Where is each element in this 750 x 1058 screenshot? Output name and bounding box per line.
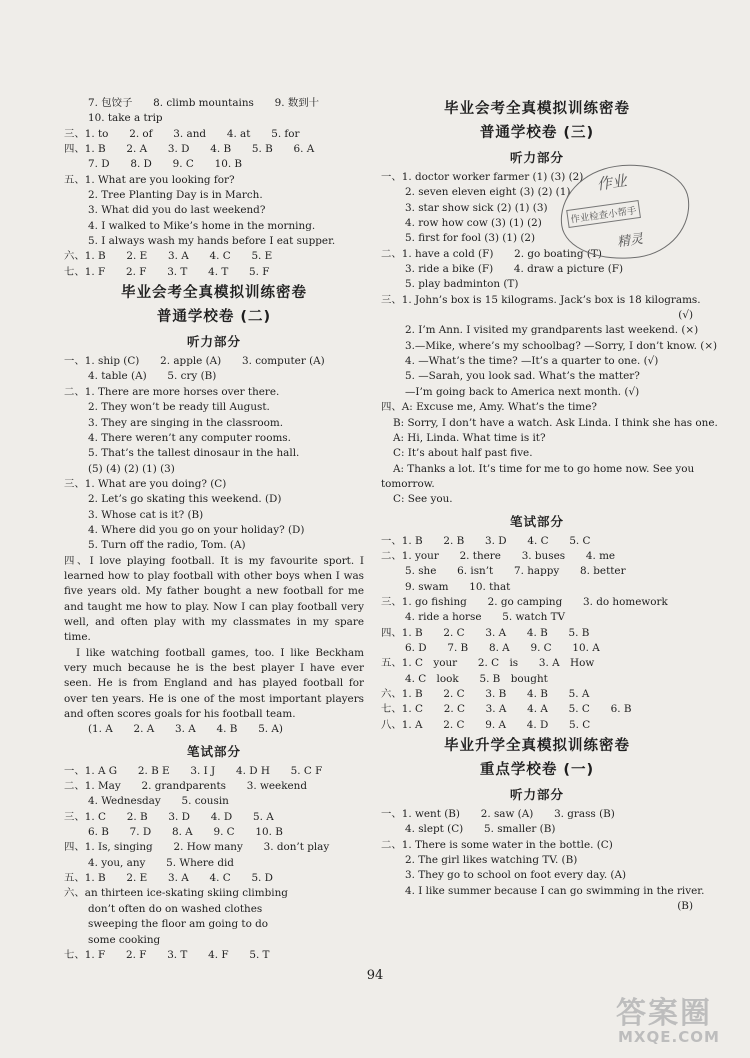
section-heading-listening: 听力部分 xyxy=(509,787,564,803)
answer-line: 四、1. B 2. A 3. D 4. B 5. B 6. A xyxy=(64,143,315,156)
stamp-text: 作业检查小帮手 xyxy=(566,200,640,228)
answer-line: 一、1. B 2. B 3. D 4. C 5. C xyxy=(381,534,591,547)
answer-line: 二、1. There are more horses over there. xyxy=(64,385,280,398)
answer-line: (1. A 2. A 3. A 4. B 5. A) xyxy=(88,723,283,736)
answer-line: 五、1. What are you looking for? xyxy=(64,173,235,186)
answer-line: 三、1. to 2. of 3. and 4. at 5. for xyxy=(64,127,300,140)
answer-line: 4. slept (C) 5. smaller (B) xyxy=(405,823,556,836)
exam-title: 毕业升学全真模拟训练密卷 xyxy=(444,738,630,755)
answer-line: 5. Turn off the radio, Tom. (A) xyxy=(88,539,246,552)
answer-line: —I’m going back to America next month. (√) xyxy=(405,385,640,398)
watermark-text: 答案圈 xyxy=(616,996,712,1031)
section-heading-written: 笔试部分 xyxy=(509,513,564,529)
answer-line: 5. she 6. isn’t 7. happy 8. better xyxy=(405,565,626,578)
left-column xyxy=(64,96,364,963)
answer-line: 5. That’s the tallest dinosaur in the hall. xyxy=(88,447,300,460)
answer-line: 三、1. go fishing 2. go camping 3. do homework xyxy=(381,595,668,608)
answer-line: 3. ride a bike (F) 4. draw a picture (F) xyxy=(405,263,624,276)
answer-line: 五、1. B 2. E 3. A 4. C 5. D xyxy=(64,872,273,885)
watermark-text: MXQE.COM xyxy=(618,1028,720,1046)
answer-line: 一、1. A G 2. B E 3. I J 4. D H 5. C F xyxy=(64,764,323,777)
answer-line: 3. They go to school on foot every day. (A) xyxy=(405,869,627,882)
answer-line: A: Thanks a lot. It’s time for me to go home now. See you xyxy=(393,462,695,475)
answer-line: (√) xyxy=(678,309,693,322)
answer-line: 3.—Mike, where’s my schoolbag? —Sorry, I don’t know. (×) xyxy=(405,339,718,352)
answer-line: 5. first for fool (3) (1) (2) xyxy=(405,232,536,245)
answer-line: 四、A: Excuse me, Amy. What’s the time? xyxy=(381,401,597,414)
exam-subtitle: 普通学校卷 (三) xyxy=(479,125,595,141)
answer-line: 八、1. A 2. C 9. A 4. D 5. C xyxy=(381,718,591,731)
answer-line: 六、1. B 2. E 3. A 4. C 5. E xyxy=(64,250,273,263)
answer-line: 2. seven eleven eight (3) (2) (1) xyxy=(405,186,571,199)
answer-line: (B) xyxy=(677,900,693,913)
answer-line: C: It’s about half past five. xyxy=(393,447,533,460)
answer-line: 4. C look 5. B bought xyxy=(405,672,548,685)
answer-line: 4. Where did you go on your holiday? (D) xyxy=(88,523,305,536)
answer-line: sweeping the floor am going to do xyxy=(88,918,269,931)
answer-line: 3. Whose cat is it? (B) xyxy=(88,508,204,521)
answer-line: B: Sorry, I don’t have a watch. Ask Linda. I think she has one. xyxy=(393,416,718,429)
answer-line: 四、1. Is, singing 2. How many 3. don’t play xyxy=(64,841,330,854)
section-heading-listening: 听力部分 xyxy=(509,150,564,165)
exam-title: 毕业会考全真模拟训练密卷 xyxy=(444,101,630,117)
answer-line: some cooking xyxy=(88,933,161,946)
answer-line: 四、1. B 2. C 3. A 4. B 5. B xyxy=(381,626,590,639)
answer-line: 9. swam 10. that xyxy=(405,580,511,593)
answer-line: 3. star show sick (2) (1) (3) xyxy=(405,201,548,214)
answer-line: 二、1. have a cold (F) 2. go boating (T) xyxy=(381,247,602,260)
answer-line: 4. you, any 5. Where did xyxy=(88,856,234,869)
exam-subtitle: 重点学校卷 (一) xyxy=(479,762,595,779)
answer-line: 4. —What’s the time? —It’s a quarter to one. (√) xyxy=(405,355,659,368)
page-number: 94 xyxy=(366,968,384,983)
answer-line: 5. I always wash my hands before I eat supper. xyxy=(88,235,336,248)
answer-line: 2. Let’s go skating this weekend. (D) xyxy=(88,493,282,506)
passage-paragraph: 四、I love playing football. It is my favourite sport. I learned how to play football with other boys when I was five years old. My father bought a new football for me and taught me how to play. Now I can play football very well, and often play with my classmates in my spare time. xyxy=(64,554,364,644)
answer-line: 5. play badminton (T) xyxy=(405,278,519,291)
answer-line: 7. D 8. D 9. C 10. B xyxy=(88,158,243,171)
answer-line: 三、1. John’s box is 15 kilograms. Jack’s box is 18 kilograms. xyxy=(381,293,701,306)
answer-line: 一、1. doctor worker farmer (1) (3) (2) xyxy=(381,171,584,183)
answer-line: 一、1. went (B) 2. saw (A) 3. grass (B) xyxy=(381,808,615,821)
answer-line: 六、1. B 2. C 3. B 4. B 5. A xyxy=(381,688,590,700)
answer-line: 三、1. C 2. B 3. D 4. D 5. A xyxy=(64,810,274,823)
section-heading-written: 笔试部分 xyxy=(186,743,241,759)
answer-line: 10. take a trip xyxy=(88,112,163,125)
answer-line: A: Hi, Linda. What time is it? xyxy=(393,431,546,444)
stamp-text: 精灵 xyxy=(616,231,645,251)
answer-line: 2. Tree Planting Day is in March. xyxy=(88,189,263,202)
answer-line: 七、1. C 2. C 3. A 4. A 5. C 6. B xyxy=(381,703,632,716)
answer-line: 二、1. There is some water in the bottle. (C) xyxy=(381,838,613,851)
passage-paragraph: I like watching football games, too. I like Beckham very much because he is the best player I have ever seen. He is from England and has played football for over ten years. He is one of the most important players and often scores goals for his football team. xyxy=(64,646,364,721)
section-heading-listening: 听力部分 xyxy=(186,334,241,350)
answer-line: 2. I’m Ann. I visited my grandparents last weekend. (×) xyxy=(405,324,699,337)
answer-line: 五、1. C your 2. C is 3. A How xyxy=(381,657,595,670)
answer-line: C: See you. xyxy=(393,493,453,506)
answer-line: 5. —Sarah, you look sad. What’s the matter? xyxy=(405,370,640,383)
answer-line: 3. They are singing in the classroom. xyxy=(88,416,284,429)
answer-line: 6. B 7. D 8. A 9. C 10. B xyxy=(88,826,283,839)
answer-line: 一、1. ship (C) 2. apple (A) 3. computer (A) xyxy=(64,355,325,368)
answer-line: 4. There weren’t any computer rooms. xyxy=(88,431,291,444)
answer-line: tomorrow. xyxy=(381,477,435,490)
answer-line: 三、1. What are you doing? (C) xyxy=(64,477,227,490)
answer-line: 2. They won’t be ready till August. xyxy=(88,401,270,414)
answer-line: 4. I like summer because I can go swimming in the river. xyxy=(405,884,705,897)
answer-line: 4. I walked to Mike’s home in the morning. xyxy=(88,219,316,232)
answer-line: 7. 包饺子 8. climb mountains 9. 数到十 xyxy=(88,97,320,109)
exam-title: 毕业会考全真模拟训练密卷 xyxy=(121,285,307,302)
answer-line: 七、1. F 2. F 3. T 4. F 5. T xyxy=(64,948,270,961)
answer-line: 4. table (A) 5. cry (B) xyxy=(88,370,217,383)
answer-line: 3. What did you do last weekend? xyxy=(88,204,266,217)
answer-line: 二、1. your 2. there 3. buses 4. me xyxy=(381,549,616,562)
answer-line: 6. D 7. B 8. A 9. C 10. A xyxy=(405,641,600,654)
answer-line: 七、1. F 2. F 3. T 4. T 5. F xyxy=(64,265,270,278)
answer-line: 4. Wednesday 5. cousin xyxy=(88,795,229,808)
answer-line: don’t often do on washed clothes xyxy=(88,902,263,915)
answer-line: 4. ride a horse 5. watch TV xyxy=(405,611,566,624)
answer-line: 4. row how cow (3) (1) (2) xyxy=(405,217,542,230)
answer-line: 六、an thirteen ice-skating skiing climbing xyxy=(64,887,288,900)
stamp-text: 作业 xyxy=(595,171,628,194)
answer-line: 2. The girl likes watching TV. (B) xyxy=(405,854,578,867)
exam-subtitle: 普通学校卷 (二) xyxy=(156,309,272,326)
site-watermark xyxy=(612,988,732,1050)
answer-line: 二、1. May 2. grandparents 3. weekend xyxy=(64,780,307,793)
answer-line: (5) (4) (2) (1) (3) xyxy=(88,462,175,475)
